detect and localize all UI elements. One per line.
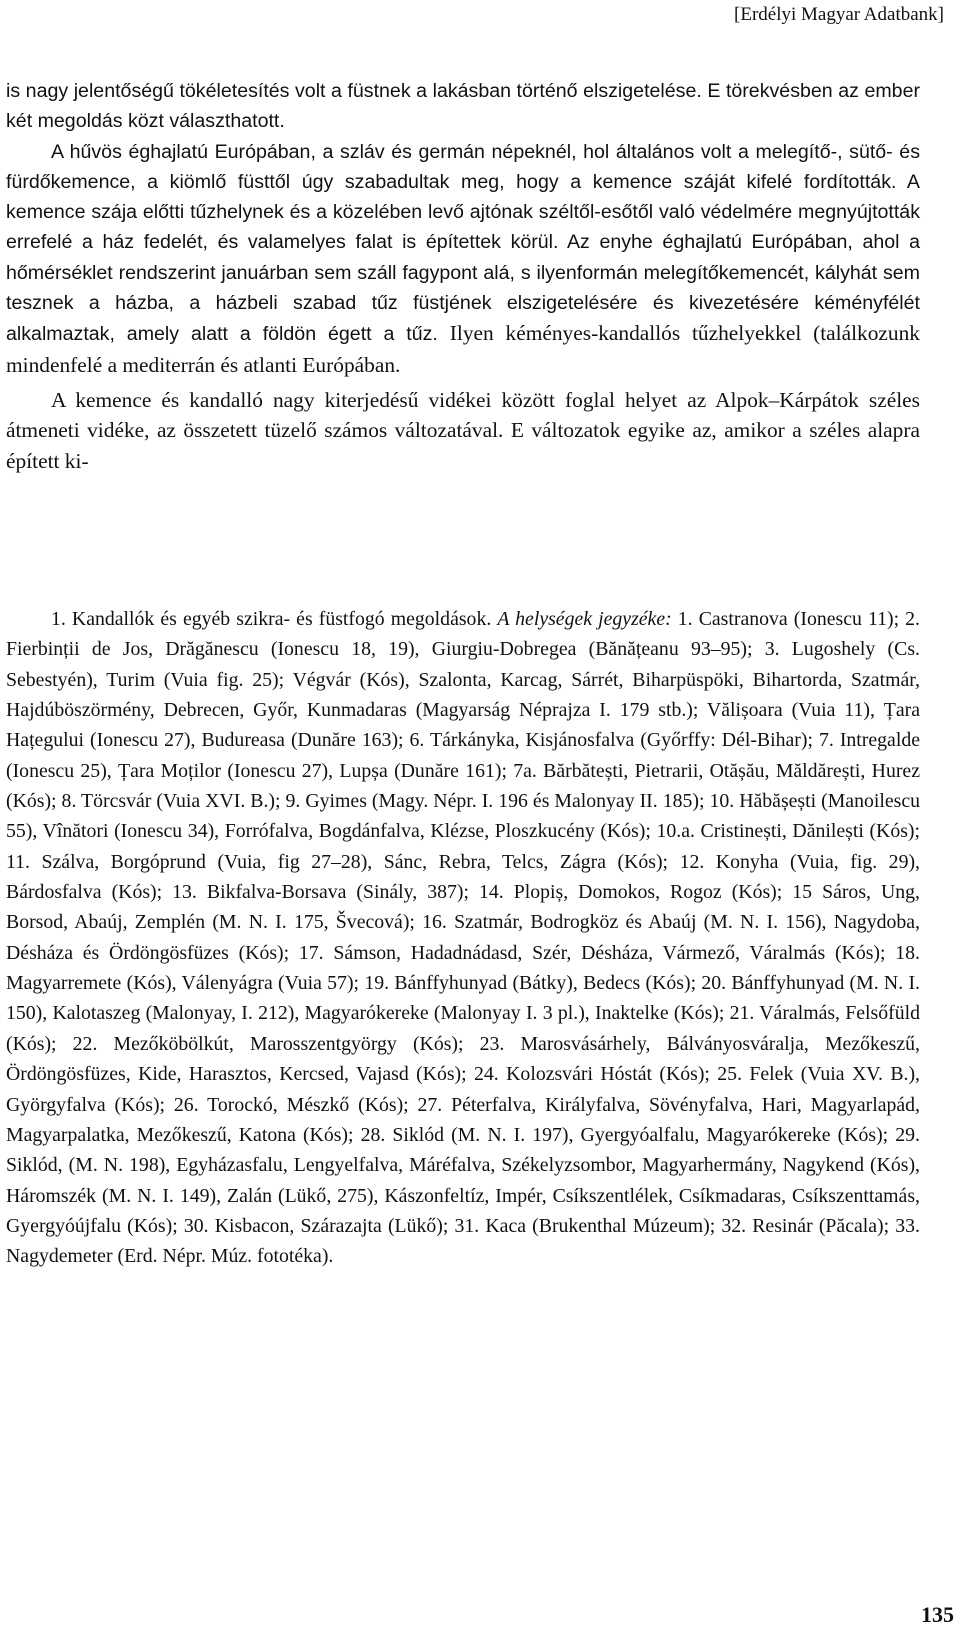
body-paragraph-text: A kemence és kandalló nagy kiterjedésű vidékei között foglal helyet az Alpok–Kárpátok széles átmeneti vidéke, az összetett tüzelő számos változatával. E változatok egyike az, amikor a széles alapra épített ki-: [6, 387, 920, 473]
body-paragraph: [6, 137, 920, 381]
footnote-label: A helységek jegyzéke:: [497, 608, 672, 630]
body-paragraph: [6, 76, 920, 137]
footnote-lead: 1. Kandallók és egyéb szikra- és füstfogó megoldások.: [51, 608, 498, 630]
running-header: [Erdélyi Magyar Adatbank]: [734, 4, 944, 25]
footnote-text: 1. Castranova (Ionescu 11); 2. Fierbinții de Jos, Drăgănescu (Ionescu 18, 19), Giurgiu-Dobregea (Bănățeanu 93–95); 3. Lugoshely (Cs. Sebestyén), Turim (Vuia fig. 25); Végvár (Kós), Szalonta, Karcag, Sárrét, Biharpüspöki, Bihartorda, Szatmár, Hajdúböszörmény, Debrecen, Győr, Kunmadaras (Magyarság Néprajza I. 179 stb.); Vălișoara (Vuia 11), Țara Hațegului (Ionescu 27), Budureasa (Dunăre 163); 6. Tárkányka, Kisjánosfalva (Győrffy: Dél-Bihar); 7. Intregalde (Ionescu 25), Țara Moților (Ionescu 27), Lupșa (Dunăre 161); 7a. Bărbătești, Pietrarii, Otășău, Măldărești, Hurez (Kós); 8. Törcsvár (Vuia XVI. B.); 9. Gyimes (Magy. Népr. I. 196 és Malonyay II. 185); 10. Hăbășești (Manoilescu 55), Vînători (Ionescu 34), Forrófalva, Bogdánfalva, Klézse, Ploszkucény (Kós); 10.a. Cristinești, Dănilești (Kós); 11. Szálva, Borgóprund (Vuia, fig 27–28), Sánc, Rebra, Telcs, Zágra (Kós); 12. Konyha (Vuia, fig. 29), Bárdosfalva (Kós); 13. Bikfalva-Borsava (Sinály, 387); 14. Plopiș, Domokos, Rogoz (Kós); 15 Sáros, Ung, Borsod, Abaúj, Zemplén (M. N. I. 175, Švecová); 16. Szatmár, Bodrogköz és Abaúj (M. N. I. 156), Nagydoba, Désháza és Ördöngösfüzes (Kós); 17. Sámson, Hadadnádasd, Szér, Désháza, Vármező, Váralmás (Kós); 18. Magyarremete (Kós), Válenyágra (Vuia 57); 19. Bánffyhunyad (Bátky), Bedecs (Kós); 20. Bánffyhunyad (M. N. I. 150), Kalotaszeg (Malonyay, I. 212), Magyarókereke (Malonyay I. 3 pl.), Inaktelke (Kós); 21. Váralmás, Felsőfüld (Kós); 22. Mezőköbölkút, Marosszentgyörgy (Kós); 23. Marosvásárhely, Bálványosváralja, Mezőkeszű, Ördöngösfüzes, Kide, Harasztos, Kercsed, Vajasd (Kós); 24. Kolozsvári Hóstát (Kós); 25. Felek (Vuia XV. B.), Györgyfalva (Kós); 26. Torockó, Mészkő (Kós); 27. Péterfalva, Királyfalva, Sövényfalva, Hari, Magyarlapád, Magyarpalatka, Mezőkeszű, Katona (Kós); 28. Siklód (M. N. I. 197), Gyergyóalfalu, Magyarókereke (Kós); 29. Siklód, (M. N. 198), Egyházasfalu, Lengyelfalva, Máréfalva, Székelyzsombor, Magyarhermány, Nagykend (Kós), Háromszék (M. N. I. 149), Zalán (Lükő, 275), Kászonfeltíz, Impér, Csíkszentlélek, Csíkmadaras, Csíkszenttamás, Gyergyóújfalu (Kós); 30. Kisbacon, Szárazajta (Lükő); 31. Kaca (Brukenthal Múzeum); 32. Resinár (Păcala); 33. Nagydemeter (Erd. Népr. Múz. fototéka).: [6, 608, 920, 1268]
body-paragraph-text: is nagy jelentőségű tökéletesítés volt a füstnek a lakásban történő elszigetelése. E törekvésben az ember két megoldás közt választhatott.: [6, 80, 920, 133]
main-text: [6, 76, 920, 476]
body-paragraph-text: Ilyen kéményes-kandallós tűzhelyekkel (találkozunk mindenfelé a mediterrán és atlanti Európában.: [6, 321, 920, 377]
page-number: 135: [921, 1602, 954, 1627]
footnote-paragraph: [6, 604, 920, 1272]
footnote: [6, 604, 920, 1272]
body-paragraph-text: A hűvös éghajlatú Európában, a szláv és germán népeknél, hol általános volt a melegítő-, sütő- és fürdőkemence, a kiömlő füsttől úgy szabadultak meg, hogy a kemence száját kifelé fordították. A kemence szája előtti tűzhelynek és a közelében levő ajtónak széltől-esőtől való védelmére megnyújtották errefelé a ház fedelét, és valamelyes falat is építettek körül. Az enyhe éghajlatú Európában, ahol a hőmérséklet rendszerint januárban sem száll fagypont alá, s ilyenformán melegítőkemencét, kályhát sem tesznek a házba, a házbeli szabad tűz füstjének elszigetelésére és kivezetésére kéményfélét alkalmaztak, amely alatt a földön égett a tűz.: [6, 140, 920, 346]
body-paragraph: [6, 385, 920, 476]
